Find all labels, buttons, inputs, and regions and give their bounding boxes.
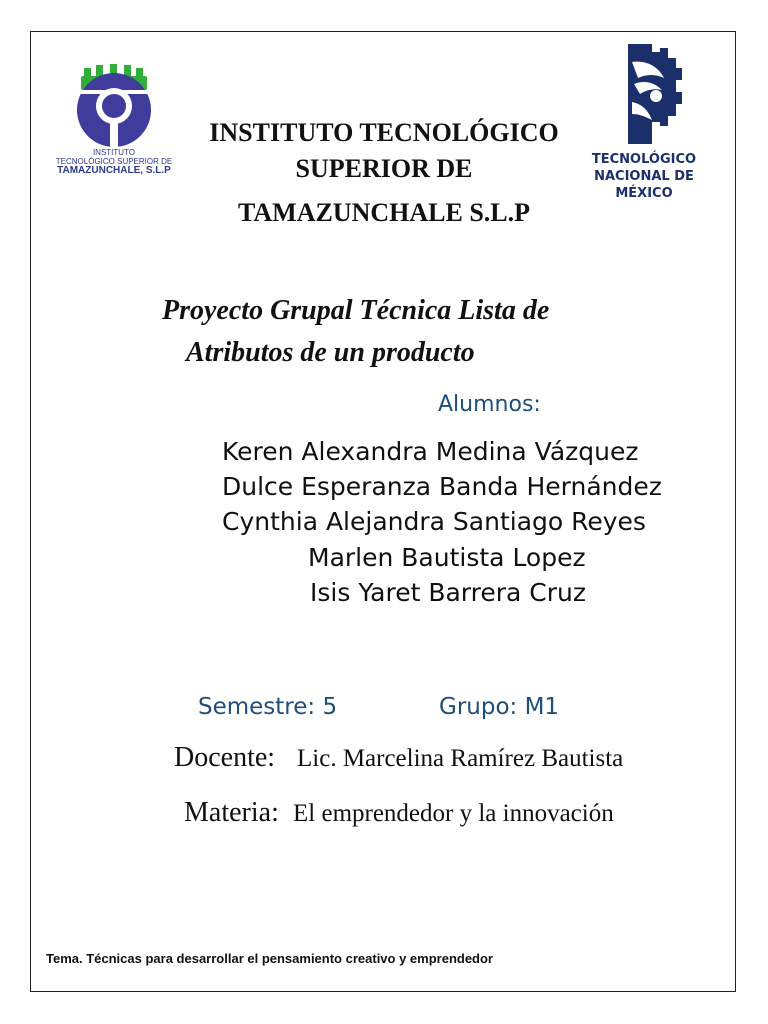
institute-title-line1: INSTITUTO TECNOLÓGICO: [209, 118, 559, 147]
left-logo-caption-line3: TAMAZUNCHALE, S.L.P: [57, 165, 171, 176]
project-title-line2: Atributos de un producto: [186, 337, 475, 368]
left-logo-caption: [40, 148, 188, 175]
student-name: Isis Yaret Barrera Cruz: [310, 578, 586, 607]
tecnm-logo: [608, 44, 682, 144]
right-logo-caption-line2: NACIONAL DE MÉXICO: [594, 169, 694, 201]
institute-title-line2: SUPERIOR DE: [295, 154, 473, 183]
student-name: Cynthia Alejandra Santiago Reyes: [222, 507, 646, 536]
students-label: Alumnos:: [438, 392, 541, 417]
teacher-label: Docente:: [174, 742, 276, 773]
right-logo-caption: [566, 151, 722, 202]
right-logo-caption-line1: TECNOLÓGICO: [591, 152, 697, 167]
topic-footer: Tema. Técnicas para desarrollar el pensamiento creativo y emprendedor: [46, 951, 493, 966]
student-name: Keren Alexandra Medina Vázquez: [222, 437, 639, 466]
left-logo-caption-line1: INSTITUTO: [92, 148, 136, 157]
teacher-name: Lic. Marcelina Ramírez Bautista: [297, 745, 624, 772]
semester-label: Semestre: 5: [198, 694, 338, 720]
subject-name: El emprendedor y la innovación: [293, 800, 614, 827]
group-label: Grupo: M1: [439, 694, 560, 720]
student-name: Dulce Esperanza Banda Hernández: [222, 472, 662, 501]
project-title-line1: Proyecto Grupal Técnica Lista de: [162, 295, 550, 326]
institute-title-line3: TAMAZUNCHALE S.L.P: [237, 198, 531, 227]
subject-label: Materia:: [184, 797, 279, 828]
student-name: Marlen Bautista Lopez: [308, 543, 586, 572]
left-logo-caption-line2: TECNOLÓGICO SUPERIOR DE: [55, 157, 173, 166]
